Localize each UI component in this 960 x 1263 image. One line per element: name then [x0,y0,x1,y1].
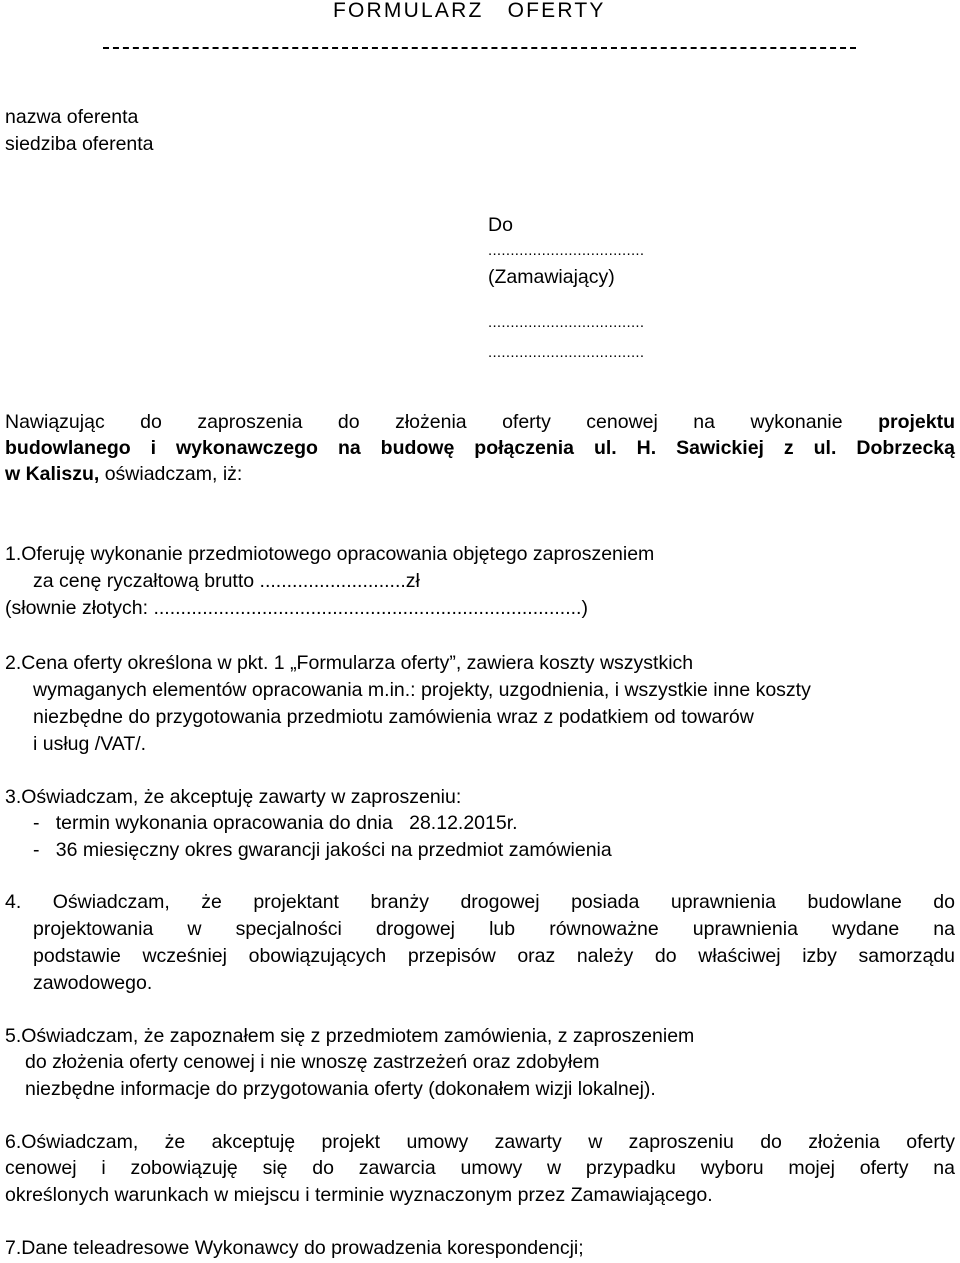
point-2-line-1: 2.Cena oferty określona w pkt. 1 „Formularza oferty”, zawiera koszty wszystkich [5,652,694,674]
point-6-line-1: 6.Oświadczam, że akceptuję projekt umowy zawarty w zaproszeniu do złożenia oferty [5,1131,955,1153]
point-5-line-3: niezbędne informacje do przygotowania oferty (dokonałem wizji lokalnej). [25,1078,656,1100]
point-5-line-2: do złożenia oferty cenowej i nie wnoszę zastrzeżeń oraz zdobyłem [25,1051,600,1073]
point-4-line-3: podstawie wcześniej obowiązujących przepisów oraz należy do właściwej izby samorządu [33,945,955,967]
point-5-line-1: 5.Oświadczam, że zapoznałem się z przedmiotem zamówienia, z zaproszeniem [5,1025,695,1047]
point-3-line-3: - 36 miesięczny okres gwarancji jakości na przedmiot zamówienia [33,839,612,861]
title-underline [103,47,856,49]
point-6-line-2: cenowej i zobowiązuję się do zawarcia umowy w przypadku wyboru mojej oferty na [5,1157,955,1179]
point-7-line-1: 7.Dane teleadresowe Wykonawcy do prowadzenia korespondencji; [5,1237,584,1259]
point-4-line-2: projektowania w specjalności drogowej lub równoważne uprawnienia wydane na [33,918,955,940]
point-3-line-2: - termin wykonania opracowania do dnia 28.12.2015r. [33,812,518,834]
offeror-name-label: nazwa oferenta [5,106,139,128]
point-2-line-4: i usług /VAT/. [33,733,147,755]
addressee-dots-3: ................................... [488,344,645,361]
point-2-line-3: niezbędne do przygotowania przedmiotu zamówienia wraz z podatkiem od towarów [33,706,754,728]
addressee-recipient: (Zamawiający) [488,266,615,288]
point-3-line-1: 3.Oświadczam, że akceptuję zawarty w zaproszeniu: [5,786,462,808]
offeror-seat-label: siedziba oferenta [5,133,154,155]
addressee-dots-1: ................................... [488,242,645,259]
point-4-line-1: 4. Oświadczam, że projektant branży drogowej posiada uprawnienia budowlane do [5,891,955,913]
addressee-to: Do [488,214,513,236]
intro-line-3: w Kaliszu, oświadczam, iż: [5,463,243,485]
point-6-line-3: określonych warunkach w miejscu i terminie wyznaczonym przez Zamawiającego. [5,1184,713,1206]
point-1-line-2: za cenę ryczałtową brutto ...........................zł [33,570,420,592]
point-1-line-3: (słownie złotych: ...............................................................................) [5,597,588,619]
addressee-dots-2: ................................... [488,314,645,331]
point-2-line-2: wymaganych elementów opracowania m.in.: projekty, uzgodnienia, i wszystkie inne koszty [33,679,811,701]
page-title: FORMULARZ OFERTY [333,0,606,22]
point-1-line-1: 1.Oferuję wykonanie przedmiotowego opracowania objętego zaproszeniem [5,543,655,565]
intro-line-2: budowlanego i wykonawczego na budowę połączenia ul. H. Sawickiej z ul. Dobrzecką [5,437,955,459]
point-4-line-4: zawodowego. [33,972,153,994]
intro-line-1: Nawiązując do zaproszenia do złożenia oferty cenowej na wykonanie projektu [5,411,955,433]
